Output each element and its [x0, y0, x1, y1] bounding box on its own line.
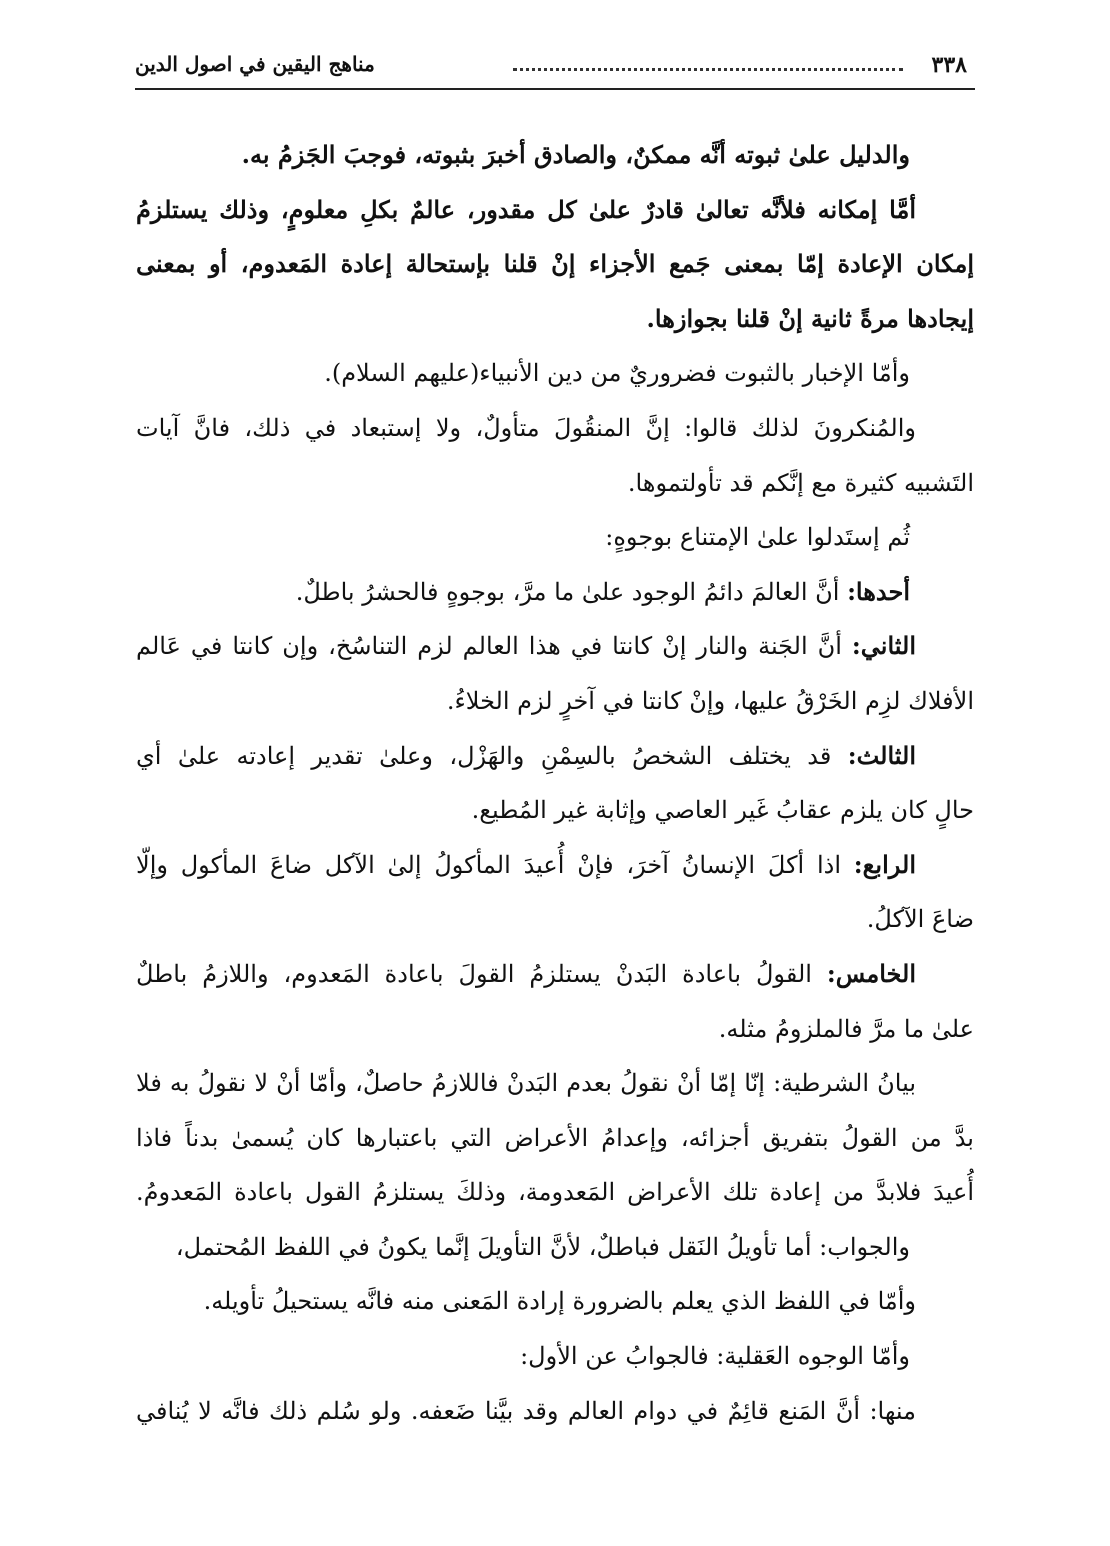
text-line	[136, 128, 974, 183]
line-text: التَشبيه كثيرة مع إنَّكم قد تأولتموها.	[627, 468, 974, 497]
line-text: إمكان الإعادة إمّا بمعنى جَمع الأجزاء إنْ قلنا بإستحالة إعادة المَعدوم، أو بمعنى	[136, 249, 974, 279]
line-text: اذا أكلَ الإنسانُ آخرَ، فإنْ أُعيدَ المأكولُ إلىٰ الآكل ضاعَ المأكول وإلّا	[136, 850, 854, 879]
line-text: أُعيدَ فلابدَّ من إعادة تلك الأعراض المَعدومة، وذلكَ يستلزمُ القول باعادة المَعدومُ.	[136, 1178, 974, 1207]
line-text: قد يختلف الشخصُ بالسِمْنِ والهَزْل، وعلىٰ تقدير إعادته علىٰ أي	[136, 741, 848, 770]
text-line	[136, 346, 974, 401]
text-line	[136, 947, 974, 1002]
text-line	[136, 1274, 974, 1329]
line-text: أنَّ العالمَ دائمُ الوجود علىٰ ما مرَّ، بوجوهٍ فالحشرُ باطلٌ.	[295, 577, 848, 606]
text-line	[136, 510, 974, 565]
line-text: وأمّا الوجوه العَقلية: فالجوابُ عن الأول:	[520, 1342, 910, 1371]
text-line	[136, 1056, 974, 1111]
text-line	[136, 237, 974, 292]
text-line	[136, 1384, 974, 1439]
text-line	[136, 1329, 974, 1384]
text-line	[136, 674, 974, 729]
text-line	[136, 292, 974, 347]
text-line	[136, 183, 974, 238]
line-text: أنَّ الجَنة والنار إنْ كانتا في هذا العالم لزم التناسُخ، وإن كانتا في عَالم	[136, 632, 852, 661]
header-rule	[135, 88, 975, 90]
header-dot-leader	[513, 58, 903, 71]
line-text: والجواب: أما تأويلُ النَقل فباطلٌ، لأنَّ التأويلَ إنَّما يكونُ في اللفظ المُحتمل،	[175, 1232, 910, 1261]
text-line	[136, 729, 974, 784]
text-line	[136, 456, 974, 511]
text-line	[136, 401, 974, 456]
line-text: حالٍ كان يلزم عقابُ غَير العاصي وإثابة غير المُطيع.	[471, 796, 974, 825]
line-text: ثُم إستَدلوا علىٰ الإمتناع بوجوهٍ:	[605, 523, 910, 552]
text-line	[136, 1220, 974, 1275]
line-text: وأمّا في اللفظ الذي يعلم بالضرورة إرادة المَعنى منه فانَّه يستحيلُ تأويله.	[203, 1287, 916, 1316]
line-text: ضاعَ الآكلُ.	[866, 905, 974, 934]
page-header	[135, 40, 975, 90]
body-text	[136, 128, 974, 1438]
text-line	[136, 1165, 974, 1220]
text-line	[136, 783, 974, 838]
text-line	[136, 892, 974, 947]
text-line	[136, 1002, 974, 1057]
section-label: الرابع:	[853, 849, 916, 879]
text-line	[136, 1111, 974, 1166]
section-label: الثالث:	[847, 740, 916, 770]
section-label: الثاني:	[851, 631, 916, 661]
line-text: علىٰ ما مرَّ فالملزومُ مثله.	[718, 1014, 974, 1043]
section-label: الخامس:	[826, 958, 916, 988]
line-text: منها: أنَّ المَنع قائِمٌ في دوام العالم وقد بيَّنا ضَعفه. ولو سُلم ذلك فانَّه لا يُنافي	[136, 1396, 916, 1425]
text-line	[136, 619, 974, 674]
line-text: أمَّا إمكانه فلأنَّه تعالىٰ قادرٌ علىٰ كل مقدور، عالمٌ بكلِ معلومٍ، وذلك يستلزمُ	[136, 194, 916, 224]
line-text: الأفلاك لزِم الخَرْقُ عليها، وإنْ كانتا في آخرٍ لزم الخلاءُ.	[446, 686, 974, 715]
line-text: بدَّ من القولُ بتفريق أجزائه، وإعدامُ الأعراض التي باعتبارها كان يُسمىٰ بدناً فاذا	[136, 1123, 974, 1152]
line-text: وأمّا الإخبار بالثبوت فضروريٌ من دين الأنبياء(عليهم السلام).	[324, 359, 910, 388]
line-text: والمُنكرونَ لذلك قالوا: إنَّ المنقُولَ متأولٌ، ولا إستبعاد في ذلك، فانَّ آيات	[136, 413, 916, 442]
line-text: إيجادها مرةً ثانية إنْ قلنا بجوازها.	[646, 303, 974, 333]
line-text: والدليل علىٰ ثبوته أنَّه ممكنٌ، والصادق أخبرَ بثبوته، فوجبَ الجَزمُ به.	[241, 140, 910, 169]
section-label: أحدها:	[847, 576, 910, 606]
running-title: مناهج اليقين في اصول الدين	[135, 52, 375, 76]
page-number: ٣٣٨	[931, 52, 967, 78]
line-text: بيانُ الشرطية: إنّا إمّا أنْ نقولُ بعدم البَدنْ فاللازمُ حاصلٌ، وأمّا أنْ لا نقولُ به فلا	[136, 1069, 917, 1098]
line-text: القولُ باعادة البَدنْ يستلزمُ القولَ باعادة المَعدوم، واللازمُ باطلٌ	[136, 959, 827, 988]
text-line	[136, 838, 974, 893]
text-line	[136, 565, 974, 620]
